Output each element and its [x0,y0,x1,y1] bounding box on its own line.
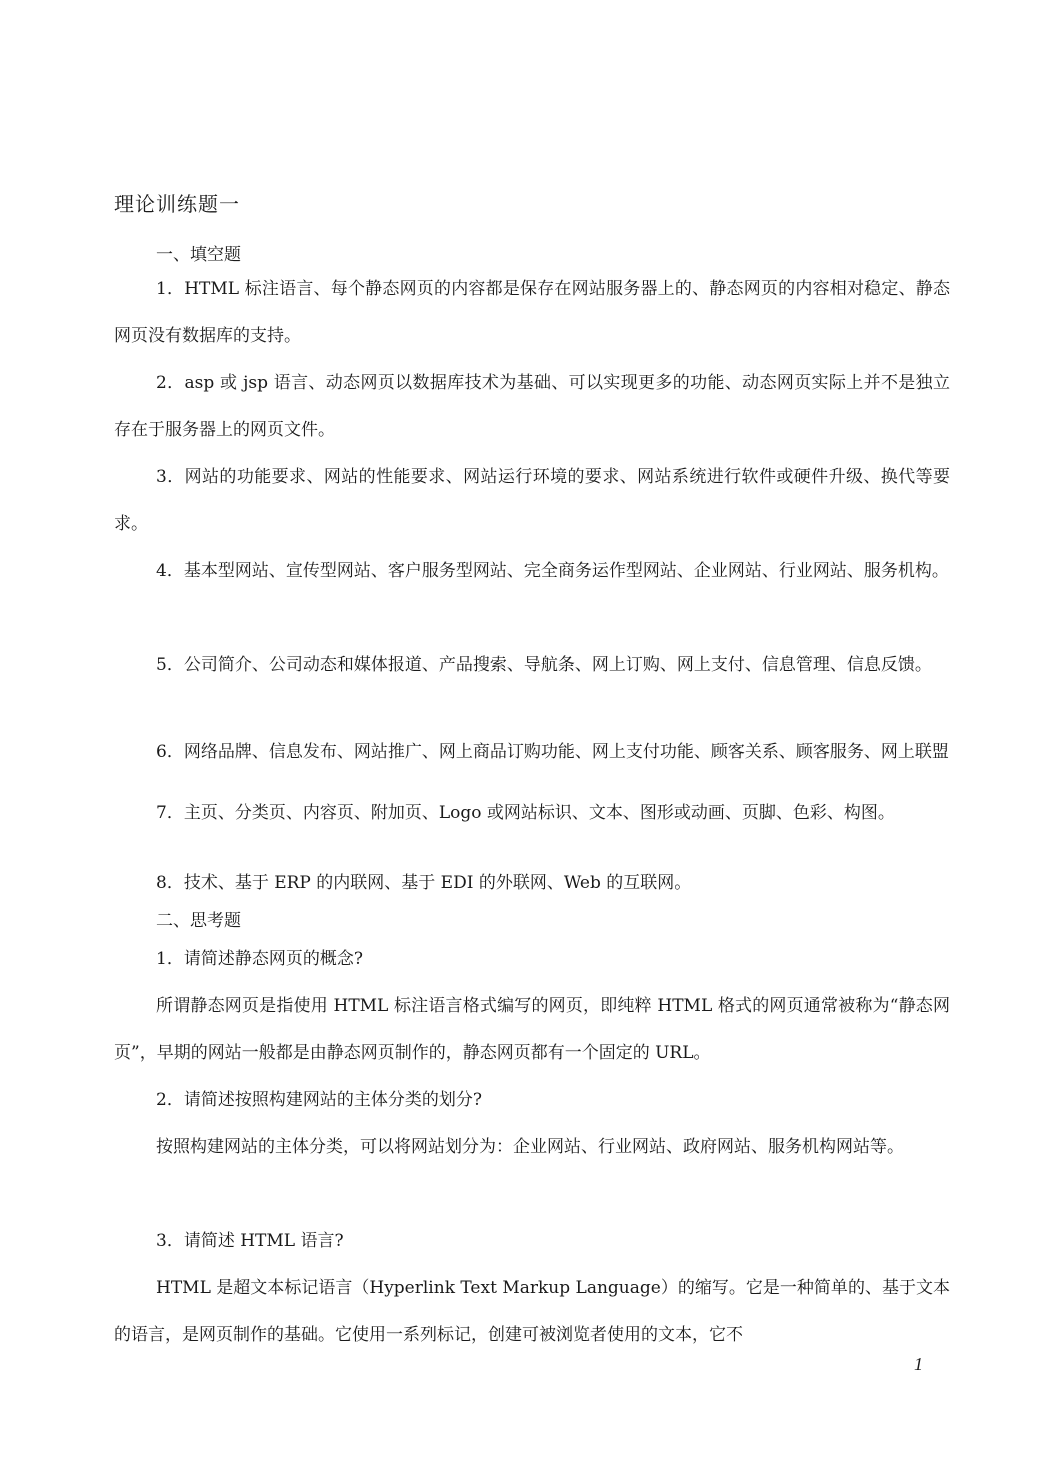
fill-in-answer-3: 3．网站的功能要求、网站的性能要求、网站运行环境的要求、网站系统进行软件或硬件升级、换代等要求。 [114,467,950,534]
thinking-question-2: 2．请简述按照构建网站的主体分类的划分? [156,1090,482,1110]
page-number: 1 [914,1354,923,1374]
document-title: 理论训练题一 [114,192,240,216]
thinking-answer-3: HTML 是超文本标记语言（Hyperlink Text Markup Language）的缩写。它是一种简单的、基于文本的语言，是网页制作的基础。它使用一系列标记，创建可被浏览者使用的文本，它不 [114,1278,950,1345]
fill-in-answer-1: 1．HTML 标注语言、每个静态网页的内容都是保存在网站服务器上的、静态网页的内容相对稳定、静态网页没有数据库的支持。 [114,279,950,346]
fill-in-answer-4: 4．基本型网站、宣传型网站、客户服务型网站、完全商务运作型网站、企业网站、行业网站、服务机构。 [156,561,949,581]
section-heading-fill-in: 一、填空题 [156,245,241,265]
section-heading-thinking: 二、思考题 [156,911,241,931]
fill-in-answer-2: 2．asp 或 jsp 语言、动态网页以数据库技术为基础、可以实现更多的功能、动态网页实际上并不是独立存在于服务器上的网页文件。 [114,373,950,440]
thinking-answer-1: 所谓静态网页是指使用 HTML 标注语言格式编写的网页，即纯粹 HTML 格式的网页通常被称为“静态网页”，早期的网站一般都是由静态网页制作的，静态网页都有一个固定的 URL。 [114,996,950,1063]
thinking-question-1: 1．请简述静态网页的概念? [156,949,363,969]
fill-in-answer-6: 6．网络品牌、信息发布、网站推广、网上商品订购功能、网上支付功能、顾客关系、顾客服务、网上联盟 [156,742,949,762]
fill-in-answer-8: 8．技术、基于 ERP 的内联网、基于 EDI 的外联网、Web 的互联网。 [156,873,692,893]
thinking-answer-2: 按照构建网站的主体分类，可以将网站划分为：企业网站、行业网站、政府网站、服务机构网站等。 [156,1137,904,1157]
thinking-question-3: 3．请简述 HTML 语言? [156,1231,344,1251]
fill-in-answer-7: 7．主页、分类页、内容页、附加页、Logo 或网站标识、文本、图形或动画、页脚、色彩、构图。 [156,803,895,823]
fill-in-answer-5: 5．公司简介、公司动态和媒体报道、产品搜索、导航条、网上订购、网上支付、信息管理、信息反馈。 [156,655,932,675]
